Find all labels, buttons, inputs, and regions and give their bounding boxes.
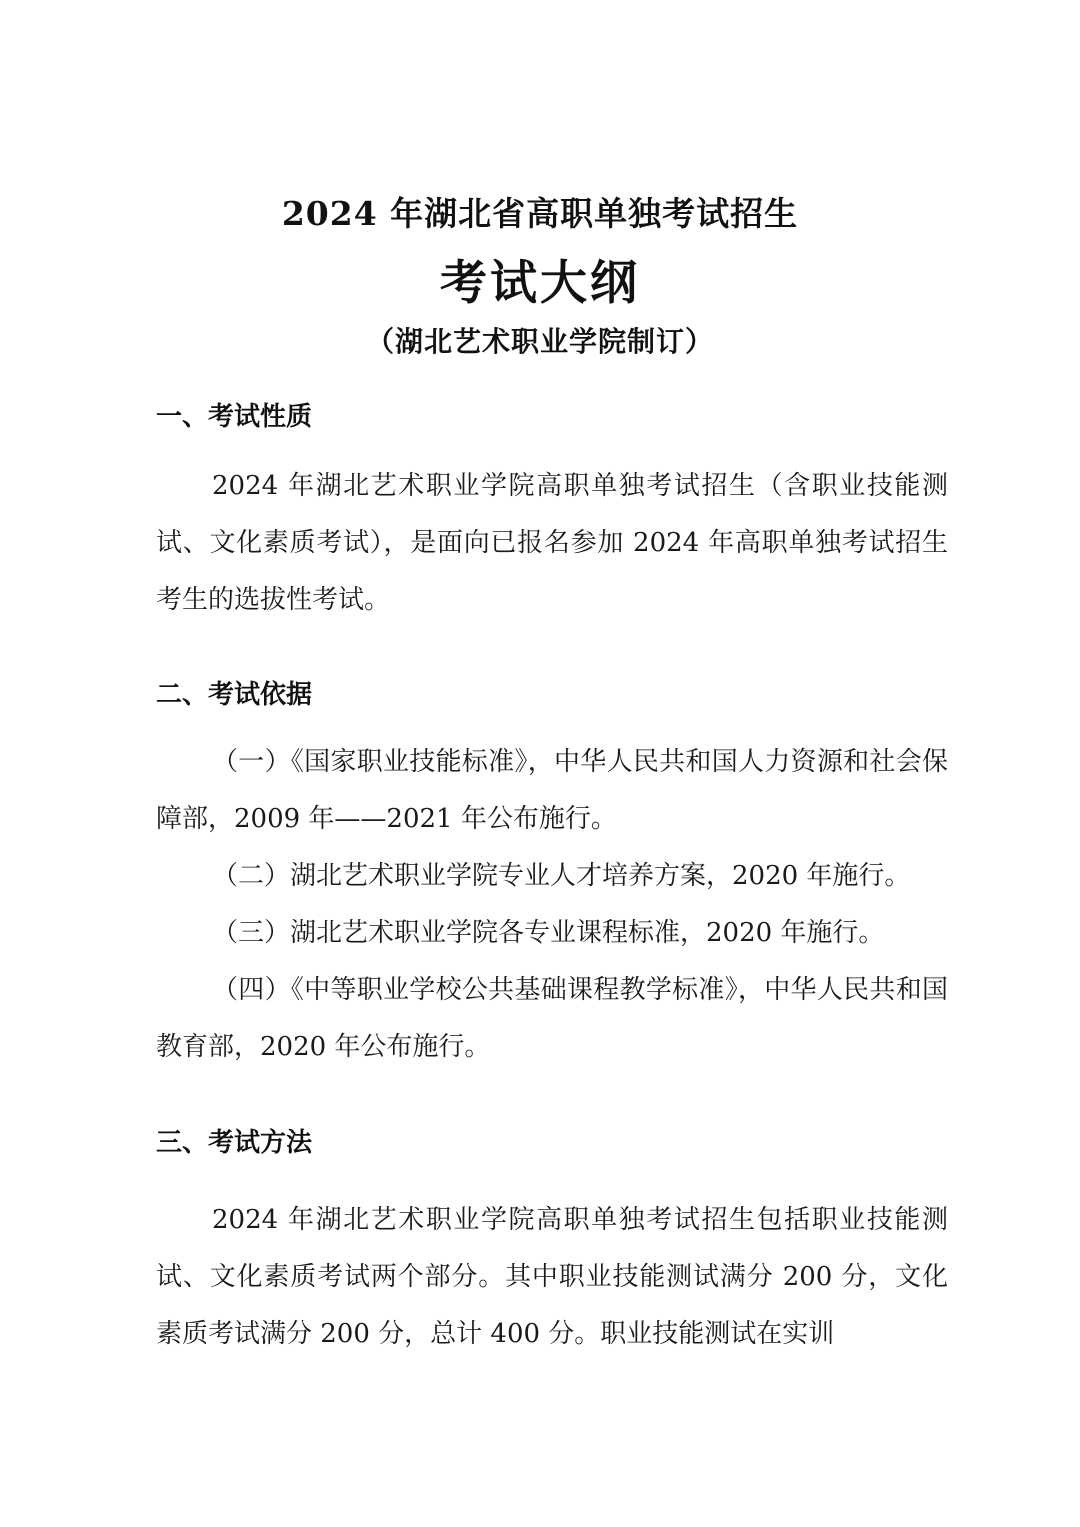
section-paragraph: 2024 年湖北艺术职业学院高职单独考试招生包括职业技能测试、文化素质考试两个部分。其中职业技能测试满分 200 分，文化素质考试满分 200 分，总计 400 分。职业技能测试在实训: [156, 1205, 948, 1349]
basis-item-3: （三）湖北艺术职业学院各专业课程标准，2020 年施行。: [212, 918, 885, 948]
basis-item-4: （四）《中等职业学校公共基础课程教学标准》，中华人民共和国教育部，2020 年公布施行。: [156, 975, 948, 1062]
document-title-line1: 2024 年湖北省高职单独考试招生: [281, 194, 799, 233]
section-paragraph: 2024 年湖北艺术职业学院高职单独考试招生（含职业技能测试、文化素质考试），是面向已报名参加 2024 年高职单独考试招生考生的选拔性考试。: [156, 471, 948, 615]
section-heading-nature: 一、考试性质: [156, 402, 313, 432]
document-title-main: 考试大纲: [440, 256, 640, 311]
document-issuer: （湖北艺术职业学院制订）: [365, 325, 714, 358]
section-heading-basis: 二、考试依据: [156, 680, 313, 710]
section-heading-method: 三、考试方法: [156, 1128, 313, 1158]
basis-item-1: （一）《国家职业技能标准》，中华人民共和国人力资源和社会保障部，2009 年——2021 年公布施行。: [156, 747, 948, 834]
basis-item-2: （二）湖北艺术职业学院专业人才培养方案，2020 年施行。: [212, 861, 911, 891]
